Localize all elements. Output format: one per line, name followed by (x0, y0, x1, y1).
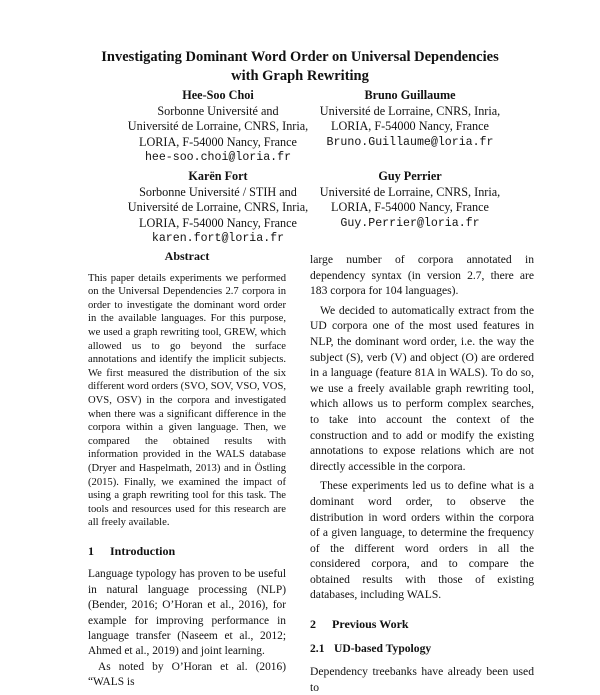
title-line-2: with Graph Rewriting (231, 68, 369, 84)
affiliation-line: Université de Lorraine, CNRS, Inria, (127, 200, 309, 215)
title-line-1: Investigating Dominant Word Order on Universal Dependencies (101, 49, 499, 65)
section-number: 2 (310, 617, 316, 632)
affiliation-line: Sorbonne Université and (157, 103, 279, 118)
introduction-section (88, 544, 286, 691)
abstract-text: This paper details experiments we performed on the Universal Dependencies 2.7 corpora in order to investigate the dominant word order in the available languages. For this purpose, we used a graph rewriting tool, GREW, which allowed us to go beyond the surface annotations and identify the implicit subjects. We first measured the distribution of the six different word orders (SVO, SOV, VSO, VOS, OVS, OSV) in the corpora and investigated when there was a significant difference in the corpora within a given language. Then, we compared the obtained results with information provided in the WALS database (Dryer and Haspelmath, 2013) and in Östling (2015). Finally, we examined the impact of using a graph rewriting tool for this task. The tools and resources used for this research are all freely available. (88, 272, 286, 529)
affiliation-line: LORIA, F-54000 Nancy, France (139, 134, 297, 149)
subsection-title: UD-based Typology (334, 641, 432, 655)
paragraph: As noted by O’Horan et al. (2016) “WALS is (88, 660, 286, 689)
paragraph: large number of corpora annotated in dependency syntax (in version 2.7, there are 183 corpora for 104 languages). (310, 253, 534, 298)
author-email: Guy.Perrier@loria.fr (340, 216, 480, 230)
author-email: hee-soo.choi@loria.fr (144, 151, 292, 165)
paragraph: Language typology has proven to be useful in natural language processing (NLP) (Bender, 2016; O’Horan et al., 2016), for example for improving performance in language transfer (Naseem et al., 2012; Ahmed et al., 2019) and joint learning. (88, 568, 286, 658)
abstract-heading: Abstract (164, 249, 210, 263)
affiliation-line: Université de Lorraine, CNRS, Inria, (319, 103, 501, 118)
affiliation-line: LORIA, F-54000 Nancy, France (139, 215, 297, 230)
subsection-heading (310, 641, 534, 657)
paragraph: These experiments led us to define what is a dominant word order, to observe the distribution in word orders within the corpora of a given language, to determine the frequency of the different word orders in all the considered corpora, and to compare the obtained results with those of existing databases, including WALS. (310, 479, 534, 602)
section-heading-introduction (88, 544, 286, 559)
author-block-3 (108, 169, 328, 247)
right-column (310, 252, 534, 695)
affiliation-line: Université de Lorraine, CNRS, Inria, (127, 119, 309, 134)
author-name: Guy Perrier (378, 169, 442, 183)
author-name: Hee-Soo Choi (182, 88, 254, 102)
paragraph: Dependency treebanks have already been used to (310, 665, 534, 694)
section-number: 1 (88, 543, 94, 558)
author-name: Karën Fort (188, 169, 248, 183)
author-name: Bruno Guillaume (364, 88, 456, 102)
paper-title (0, 48, 600, 86)
affiliation-line: Université de Lorraine, CNRS, Inria, (319, 184, 501, 199)
author-block-4 (300, 169, 520, 231)
paragraph: We decided to automatically extract from the UD corpora one of the most used features in NLP, the dominant word order, i.e. the way the subject (S), verb (V) and object (O) are ordered in a language (feature 81A in WALS). To do so, we use a freely available graph rewriting tool, which allows us to perform complex searches, to take into account the context of the construction and to add or modify the existing annotations to expose relations which are not directly accessible in the corpora. (310, 303, 534, 473)
affiliation-line: LORIA, F-54000 Nancy, France (331, 200, 489, 215)
affiliation-line: LORIA, F-54000 Nancy, France (331, 119, 489, 134)
affiliation-line: Sorbonne Université / STIH and (139, 184, 297, 199)
author-block-2 (300, 88, 520, 150)
author-email: karen.fort@loria.fr (151, 232, 285, 246)
subsection-number: 2.1 (310, 641, 325, 655)
section-title: Previous Work (332, 617, 409, 632)
section-heading-previous-work (310, 617, 534, 633)
abstract (88, 250, 286, 530)
author-email: Bruno.Guillaume@loria.fr (326, 135, 494, 149)
left-column (88, 250, 286, 691)
author-block-1 (108, 88, 328, 166)
section-title: Introduction (110, 543, 176, 558)
